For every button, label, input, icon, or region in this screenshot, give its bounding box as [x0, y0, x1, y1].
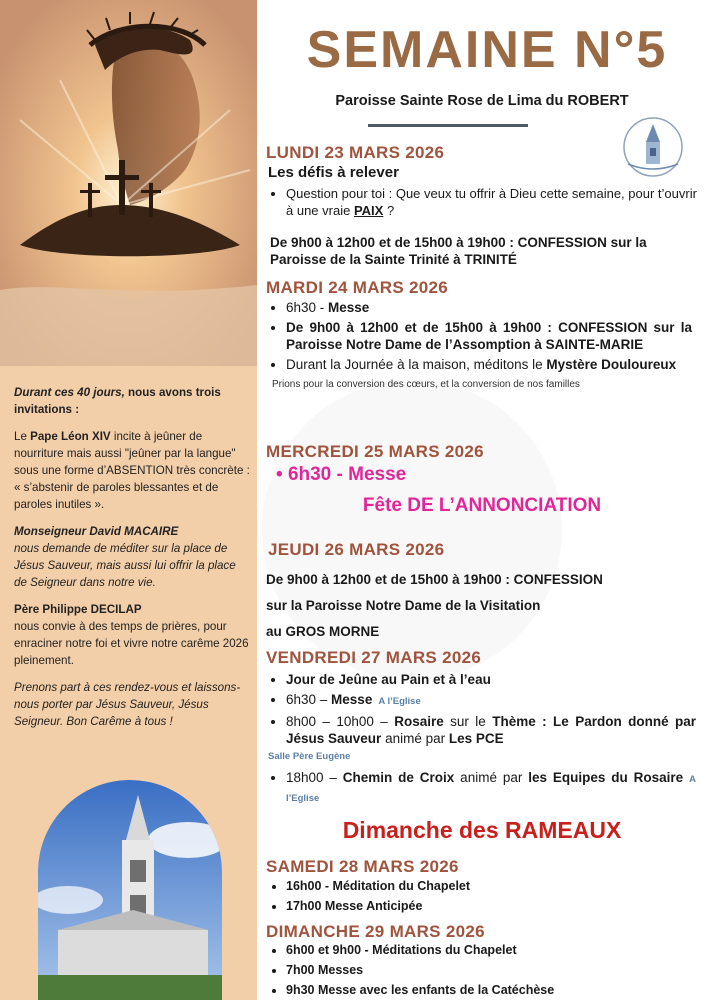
- tuesday-note: Prions pour la conversion des cœurs, et la conversion de nos familles: [272, 379, 580, 390]
- sidebar-priest: Père Philippe DECILAP nous convie à des temps de prières, pour enraciner notre foi et vivre notre carême 2026 pleinement.: [14, 603, 249, 667]
- friday-block: [268, 671, 696, 810]
- day-heading-friday: VENDREDI 27 MARS 2026: [266, 648, 482, 667]
- sidebar-closing: Prenons part à ces rendez-vous et laissons-nous porter par Jésus Sauveur, Jésus Seigneur. Bon Carême à tous !: [14, 681, 241, 728]
- tuesday-block: [268, 299, 692, 393]
- feast-annonciation: Fête DE L’ANNONCIATION: [362, 495, 602, 516]
- friday-rosaire-location: Salle Père Eugène: [268, 751, 351, 762]
- parish-name: Paroisse Sainte Rose de Lima du ROBERT: [335, 93, 629, 109]
- day-heading-monday: LUNDI 23 MARS 2026: [266, 143, 445, 162]
- page-title: SEMAINE N°5: [306, 21, 668, 79]
- sunday-messes: • 7h00 Messes: [286, 962, 696, 979]
- saturday-chapelet: • 16h00 - Méditation du Chapelet: [286, 878, 696, 895]
- day-heading-tuesday: MARDI 24 MARS 2026: [266, 278, 449, 297]
- sidebar-bishop: Monseigneur David MACAIRE nous demande de méditer sur la place de Jésus Sauveur, mais aussi lui offrir la place de Seigneur dans notre vie.: [14, 525, 236, 589]
- monday-question: • Question pour toi : Que veux tu offrir à Dieu cette semaine, pour t’ouvrir à une vraie PAIX ?: [286, 185, 698, 219]
- crucifixion-illustration: [0, 0, 257, 366]
- hero-image-christ: [0, 0, 257, 366]
- saturday-messe: • 17h00 Messe Anticipée: [286, 898, 696, 915]
- monday-subtitle: Les défis à relever: [268, 164, 399, 181]
- thursday-line-2: sur la Paroisse Notre Dame de la Visitation: [266, 598, 541, 613]
- friday-messe: • 6h30 – Messe A l’Eglise: [286, 691, 696, 710]
- friday-chemin-de-croix: • 18h00 – Chemin de Croix animé par les Equipes du Rosaire A l’Eglise: [286, 769, 696, 807]
- wednesday-messe: • 6h30 - Messe: [276, 464, 407, 485]
- tuesday-item-meditation: • Durant la Journée à la maison, méditons le Mystère Douloureux: [286, 356, 692, 373]
- monday-block: [268, 164, 698, 222]
- thursday-line-3: au GROS MORNE: [266, 624, 380, 639]
- thursday-block: [266, 567, 694, 645]
- sidebar-text: [14, 384, 250, 740]
- sunday-catechese: • 9h30 Messe avec les enfants de la Catéchèse: [286, 982, 696, 999]
- friday-fast: • Jour de Jeûne au Pain et à l’eau: [286, 671, 696, 688]
- day-heading-wednesday: MERCREDI 25 MARS 2026: [266, 442, 484, 461]
- day-heading-saturday: SAMEDI 28 MARS 2026: [266, 857, 459, 876]
- rameaux-title: Dimanche des RAMEAUX: [342, 817, 622, 843]
- day-heading-thursday: JEUDI 26 MARS 2026: [268, 540, 445, 559]
- sidebar-pope: Le Pape Léon XIV incite à jeûner de nourriture mais aussi "jeûner par la langue" sous une forme d’ABSENTION très concrète : « s’abstenir de paroles blessantes et de paroles inutiles ».: [14, 430, 250, 511]
- friday-rosaire: • 8h00 – 10h00 – Rosaire sur le Thème : Le Pardon donné par Jésus Sauveur animé par Les PCE: [286, 713, 696, 747]
- church-illustration: [38, 780, 222, 1000]
- monday-confession: De 9h00 à 12h00 et de 15h00 à 19h00 : CONFESSION sur la Paroisse de la Sainte Trinité à TRINITÉ: [270, 235, 647, 267]
- thursday-line-1: De 9h00 à 12h00 et de 15h00 à 19h00 : CONFESSION: [266, 572, 603, 587]
- saturday-block: [268, 878, 696, 918]
- sunday-block: [268, 942, 696, 1002]
- tuesday-item-confession: • De 9h00 à 12h00 et de 15h00 à 19h00 : CONFESSION sur la Paroisse Notre Dame de l’Assomption à SAINTE-MARIE: [286, 319, 692, 353]
- sunday-chapelet: • 6h00 et 9h00 - Méditations du Chapelet: [286, 942, 696, 959]
- church-photo: [38, 780, 222, 1000]
- title-divider: [368, 124, 528, 127]
- schedule-column: [262, 0, 702, 1000]
- sidebar-panel: [0, 0, 257, 1000]
- day-heading-sunday: DIMANCHE 29 MARS 2026: [266, 922, 485, 941]
- tuesday-item-messe: • 6h30 - Messe: [286, 299, 692, 316]
- sidebar-intro: Durant ces 40 jours, nous avons trois invitations :: [14, 386, 221, 416]
